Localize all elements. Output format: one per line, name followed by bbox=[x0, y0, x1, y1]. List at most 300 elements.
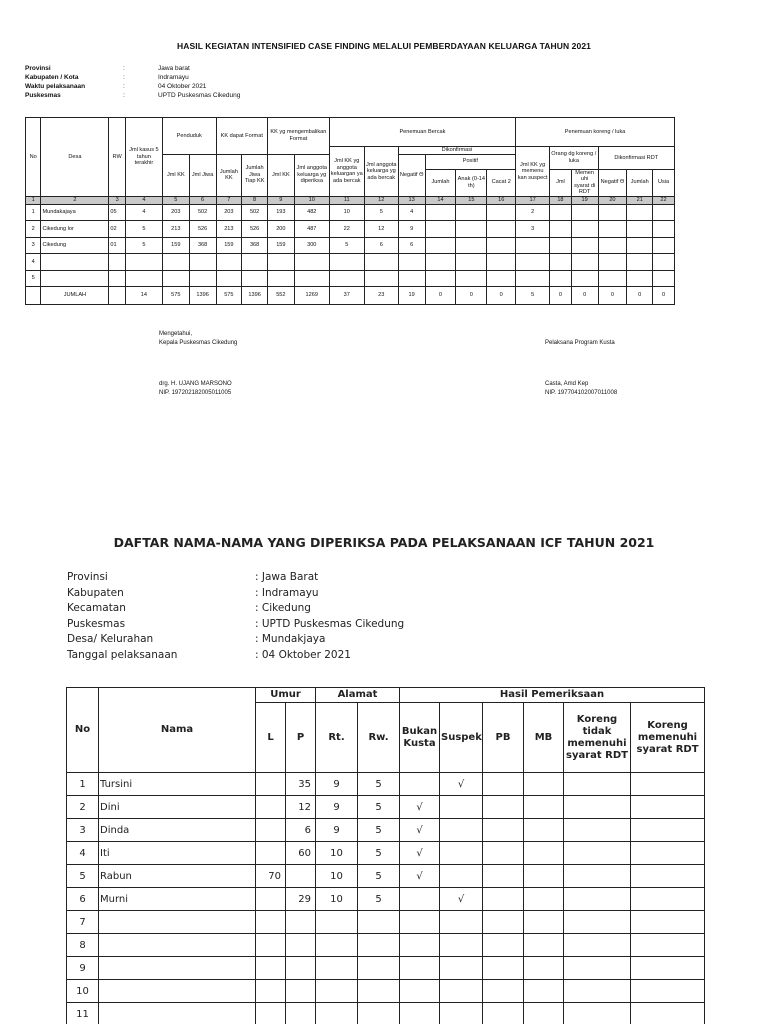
table-cell bbox=[456, 237, 487, 254]
table-cell bbox=[524, 911, 564, 934]
table-cell: √ bbox=[400, 865, 440, 888]
table-cell bbox=[425, 254, 456, 271]
table-cell: 60 bbox=[286, 842, 316, 865]
table-cell bbox=[109, 270, 125, 287]
info-value: Jawa barat bbox=[158, 65, 190, 72]
table-cell bbox=[364, 270, 398, 287]
desa-cell: Cikedung bbox=[41, 237, 109, 254]
th-rt: Rt. bbox=[316, 703, 358, 773]
table-row bbox=[67, 819, 705, 842]
table-row bbox=[67, 980, 705, 1003]
name-cell bbox=[99, 934, 256, 957]
table-cell: √ bbox=[440, 888, 483, 911]
table-cell bbox=[524, 773, 564, 796]
table-cell: 6 bbox=[286, 819, 316, 842]
table-cell bbox=[125, 270, 162, 287]
name-cell bbox=[99, 980, 256, 1003]
th-jumlah: Jumlah bbox=[425, 169, 456, 196]
table-cell: 200 bbox=[267, 221, 294, 238]
info-label: Tanggal pelaksanaan bbox=[67, 648, 178, 661]
table-cell bbox=[571, 270, 598, 287]
table-cell bbox=[267, 254, 294, 271]
table-cell bbox=[316, 1003, 358, 1024]
table-cell: 526 bbox=[242, 221, 268, 238]
th-rw: RW bbox=[109, 118, 125, 197]
table-cell bbox=[631, 819, 705, 842]
table-cell bbox=[456, 221, 487, 238]
table-cell bbox=[550, 204, 572, 221]
table-cell bbox=[516, 254, 550, 271]
table-cell bbox=[631, 957, 705, 980]
column-number: 19 bbox=[571, 196, 598, 204]
info-colon: : bbox=[123, 83, 125, 90]
table-cell bbox=[286, 911, 316, 934]
th-desa: Desa bbox=[41, 118, 109, 197]
table-cell bbox=[316, 980, 358, 1003]
sig-right-nip: NIP. 197704102007011008 bbox=[545, 390, 618, 396]
table-row bbox=[26, 270, 675, 287]
info-label: Desa/ Kelurahan bbox=[67, 633, 154, 646]
table-cell bbox=[398, 254, 425, 271]
table-cell: 159 bbox=[267, 237, 294, 254]
table-cell bbox=[564, 911, 631, 934]
table-cell bbox=[598, 254, 627, 271]
table-cell bbox=[483, 842, 524, 865]
table-cell bbox=[653, 270, 675, 287]
th-dikonfirmasi-rdt: Dikonfirmasi RDT bbox=[598, 147, 674, 170]
th-hasil-pemeriksaan: Hasil Pemeriksaan bbox=[400, 688, 705, 703]
table-cell: 8 bbox=[67, 934, 99, 957]
table-row bbox=[67, 911, 705, 934]
table-cell bbox=[425, 204, 456, 221]
table-cell bbox=[425, 237, 456, 254]
table-cell bbox=[627, 254, 653, 271]
column-number: 5 bbox=[162, 196, 189, 204]
table-cell bbox=[286, 957, 316, 980]
table-cell: √ bbox=[400, 796, 440, 819]
th-jml: Jml bbox=[550, 169, 572, 196]
report-info bbox=[25, 64, 358, 100]
info-label: Kabupaten / Kota bbox=[25, 74, 79, 81]
table-cell bbox=[483, 865, 524, 888]
total-cell: 552 bbox=[267, 287, 294, 305]
table-cell bbox=[524, 888, 564, 911]
table-cell bbox=[564, 1003, 631, 1024]
table-cell: 12 bbox=[364, 221, 398, 238]
table-cell bbox=[564, 888, 631, 911]
table-cell bbox=[524, 842, 564, 865]
th-suspek: Suspek bbox=[440, 703, 483, 773]
info-colon: : bbox=[123, 65, 125, 72]
table-cell bbox=[564, 819, 631, 842]
column-number: 15 bbox=[456, 196, 487, 204]
column-number: 16 bbox=[487, 196, 516, 204]
info-value: : Mundakjaya bbox=[255, 633, 326, 646]
table-cell bbox=[483, 796, 524, 819]
table-cell bbox=[487, 270, 516, 287]
sig-left-line1: Mengetahui, bbox=[159, 331, 193, 337]
desa-cell: Mundakajaya bbox=[41, 204, 109, 221]
table-cell bbox=[400, 888, 440, 911]
table-cell bbox=[256, 934, 286, 957]
th-koreng-tidak-memenuhi: Koreng tidak memenuhi syarat RDT bbox=[564, 703, 631, 773]
table-cell: 213 bbox=[216, 221, 242, 238]
table-cell bbox=[456, 204, 487, 221]
table-cell bbox=[189, 254, 216, 271]
table-cell: 10 bbox=[316, 865, 358, 888]
table-cell: 368 bbox=[242, 237, 268, 254]
table-cell: 5 bbox=[358, 773, 400, 796]
table-cell: 2 bbox=[26, 221, 41, 238]
table-cell bbox=[483, 980, 524, 1003]
table-row bbox=[26, 237, 675, 254]
table-cell: 5 bbox=[125, 237, 162, 254]
table-cell: 9 bbox=[316, 819, 358, 842]
table-cell bbox=[358, 934, 400, 957]
info-value: : Cikedung bbox=[255, 602, 311, 615]
table-cell: 9 bbox=[316, 773, 358, 796]
th-mb: MB bbox=[524, 703, 564, 773]
table-cell: 487 bbox=[294, 221, 329, 238]
th-usia: Usia bbox=[653, 169, 675, 196]
table-cell: 159 bbox=[216, 237, 242, 254]
table-cell bbox=[216, 270, 242, 287]
table-cell bbox=[294, 270, 329, 287]
name-cell bbox=[99, 911, 256, 934]
info-colon: : bbox=[123, 74, 125, 81]
total-cell: 0 bbox=[571, 287, 598, 305]
table-cell bbox=[524, 1003, 564, 1024]
sig-left-line2: Kepala Puskesmas Cikedung bbox=[159, 340, 238, 346]
table-cell bbox=[162, 270, 189, 287]
table-cell bbox=[631, 911, 705, 934]
table-cell bbox=[653, 254, 675, 271]
table-cell bbox=[256, 911, 286, 934]
table-cell bbox=[524, 796, 564, 819]
info-label: Provinsi bbox=[67, 571, 108, 583]
info-row bbox=[25, 91, 358, 100]
table-row bbox=[67, 888, 705, 911]
th-kk-mengembalikan: KK yg mengembalikan Format bbox=[267, 118, 329, 155]
table-row bbox=[26, 254, 675, 271]
table-cell bbox=[400, 934, 440, 957]
table-cell: 35 bbox=[286, 773, 316, 796]
th-jml-anggota: Jml anggota keluarga yg diperiksa bbox=[294, 154, 329, 196]
table-row bbox=[67, 865, 705, 888]
total-cell: 1396 bbox=[242, 287, 268, 305]
total-cell: 0 bbox=[653, 287, 675, 305]
total-cell bbox=[26, 287, 41, 305]
sig-right-line: Pelaksana Program Kusta bbox=[545, 340, 615, 346]
table-cell: 3 bbox=[67, 819, 99, 842]
name-cell: Iti bbox=[99, 842, 256, 865]
table-cell bbox=[631, 842, 705, 865]
table-cell bbox=[550, 254, 572, 271]
table-cell bbox=[286, 865, 316, 888]
table-cell bbox=[358, 911, 400, 934]
column-number: 4 bbox=[125, 196, 162, 204]
column-number: 11 bbox=[329, 196, 364, 204]
table-cell: 7 bbox=[67, 911, 99, 934]
column-number: 18 bbox=[550, 196, 572, 204]
column-number: 22 bbox=[653, 196, 675, 204]
table-cell bbox=[294, 254, 329, 271]
th-dikonfirmasi: Dikonfirmasi bbox=[398, 147, 515, 155]
list-info bbox=[67, 570, 505, 664]
table-cell bbox=[483, 1003, 524, 1024]
table-cell bbox=[524, 980, 564, 1003]
info-row bbox=[25, 64, 358, 73]
total-cell: 0 bbox=[425, 287, 456, 305]
table-cell: √ bbox=[400, 842, 440, 865]
info-value: : UPTD Puskesmas Cikedung bbox=[255, 617, 405, 630]
info-row bbox=[67, 601, 505, 617]
table-cell: 12 bbox=[286, 796, 316, 819]
table-cell bbox=[627, 221, 653, 238]
table-cell: 9 bbox=[398, 221, 425, 238]
info-value: 04 Oktober 2021 bbox=[158, 83, 207, 90]
th-cacat-2: Cacat 2 bbox=[487, 169, 516, 196]
table-cell bbox=[358, 980, 400, 1003]
table-cell: 3 bbox=[26, 237, 41, 254]
table-cell bbox=[242, 254, 268, 271]
table-cell bbox=[400, 911, 440, 934]
th-nama: Nama bbox=[99, 688, 256, 773]
table-cell: 9 bbox=[67, 957, 99, 980]
th-umur: Umur bbox=[256, 688, 316, 703]
column-number: 14 bbox=[425, 196, 456, 204]
icf-results-table bbox=[25, 117, 675, 305]
column-number: 13 bbox=[398, 196, 425, 204]
table-cell: 70 bbox=[256, 865, 286, 888]
desa-cell bbox=[41, 254, 109, 271]
th-jml-jiwa: Jml Jiwa bbox=[189, 154, 216, 196]
table-cell bbox=[109, 254, 125, 271]
total-cell: 1269 bbox=[294, 287, 329, 305]
table-cell: 482 bbox=[294, 204, 329, 221]
table-cell bbox=[564, 796, 631, 819]
column-number: 6 bbox=[189, 196, 216, 204]
table-cell bbox=[440, 957, 483, 980]
signature-right-name bbox=[545, 380, 617, 398]
table-cell: 2 bbox=[67, 796, 99, 819]
table-cell bbox=[400, 980, 440, 1003]
table-cell: 5 bbox=[67, 865, 99, 888]
table-cell bbox=[316, 911, 358, 934]
table-cell: √ bbox=[400, 819, 440, 842]
th-alamat: Alamat bbox=[316, 688, 400, 703]
table-cell: 6 bbox=[67, 888, 99, 911]
table-cell bbox=[653, 237, 675, 254]
table-cell bbox=[598, 237, 627, 254]
table-row bbox=[67, 796, 705, 819]
table-cell bbox=[286, 934, 316, 957]
info-label: Provinsi bbox=[25, 65, 51, 72]
th-pb: PB bbox=[483, 703, 524, 773]
total-cell: 19 bbox=[398, 287, 425, 305]
th-penduduk: Penduduk bbox=[162, 118, 216, 155]
table-cell bbox=[398, 270, 425, 287]
table-cell bbox=[571, 237, 598, 254]
table-cell bbox=[571, 254, 598, 271]
info-value: : 04 Oktober 2021 bbox=[255, 648, 351, 661]
table-row bbox=[67, 1003, 705, 1024]
th-jumlah-jiwa-kk: Jumlah Jiwa Tiap KK bbox=[242, 154, 268, 196]
info-row bbox=[25, 73, 358, 82]
table-cell bbox=[125, 254, 162, 271]
table-cell bbox=[256, 1003, 286, 1024]
table-cell bbox=[631, 934, 705, 957]
table-cell bbox=[627, 237, 653, 254]
table-cell: 4 bbox=[67, 842, 99, 865]
table-cell bbox=[631, 1003, 705, 1024]
table-cell bbox=[627, 204, 653, 221]
sig-right-name: Casta, Amd Kep bbox=[545, 381, 589, 387]
table-cell bbox=[483, 934, 524, 957]
table-row bbox=[67, 934, 705, 957]
table-cell bbox=[631, 773, 705, 796]
table-cell: 05 bbox=[109, 204, 125, 221]
table-cell bbox=[440, 980, 483, 1003]
column-number: 8 bbox=[242, 196, 268, 204]
table-cell bbox=[316, 957, 358, 980]
table-cell: 6 bbox=[398, 237, 425, 254]
table-cell: 5 bbox=[364, 204, 398, 221]
table-cell bbox=[216, 254, 242, 271]
th-negatif-2: Negatif Θ bbox=[598, 169, 627, 196]
table-cell bbox=[550, 221, 572, 238]
th-jml-kk-bercak: Jml KK yg anggota keluargan ya ada bercak bbox=[329, 147, 364, 197]
total-cell: 23 bbox=[364, 287, 398, 305]
table-cell bbox=[483, 773, 524, 796]
column-number: 17 bbox=[516, 196, 550, 204]
table-cell: 213 bbox=[162, 221, 189, 238]
table-cell bbox=[329, 270, 364, 287]
table-cell: 5 bbox=[329, 237, 364, 254]
name-cell: Dini bbox=[99, 796, 256, 819]
name-cell bbox=[99, 957, 256, 980]
table-cell: 2 bbox=[516, 204, 550, 221]
table-cell: 5 bbox=[358, 865, 400, 888]
info-label: Puskesmas bbox=[67, 617, 126, 630]
info-row bbox=[67, 632, 505, 648]
total-cell: 575 bbox=[216, 287, 242, 305]
sig-left-nip: NIP. 197202182005011005 bbox=[159, 390, 232, 396]
table-cell bbox=[524, 934, 564, 957]
th-orang-koreng: Orang dg koreng / luka bbox=[550, 147, 598, 170]
table-cell: 1 bbox=[67, 773, 99, 796]
info-row bbox=[67, 617, 505, 633]
table-cell bbox=[524, 957, 564, 980]
table-cell: √ bbox=[440, 773, 483, 796]
total-cell: 37 bbox=[329, 287, 364, 305]
table-cell: 502 bbox=[189, 204, 216, 221]
table-cell bbox=[598, 270, 627, 287]
table-cell: 10 bbox=[316, 888, 358, 911]
table-cell: 01 bbox=[109, 237, 125, 254]
th-no: No bbox=[26, 118, 41, 197]
info-row bbox=[25, 82, 358, 91]
table-cell bbox=[400, 1003, 440, 1024]
th-jml-kasus: Jml kasus 5 tahun terakhir bbox=[125, 118, 162, 197]
list-title: DAFTAR NAMA-NAMA YANG DIPERIKSA PADA PELAKSANAAN ICF TAHUN 2021 bbox=[113, 535, 655, 550]
table-cell: 203 bbox=[216, 204, 242, 221]
total-cell: 0 bbox=[550, 287, 572, 305]
table-cell: 4 bbox=[398, 204, 425, 221]
table-cell: 5 bbox=[125, 221, 162, 238]
table-cell bbox=[571, 221, 598, 238]
th-rw: Rw. bbox=[358, 703, 400, 773]
table-cell bbox=[456, 254, 487, 271]
column-number: 9 bbox=[267, 196, 294, 204]
th-penemuan-koreng: Penemuan koreng / luka bbox=[516, 118, 675, 147]
table-cell: 159 bbox=[162, 237, 189, 254]
table-cell bbox=[440, 819, 483, 842]
table-cell bbox=[564, 957, 631, 980]
th-positif: Positif bbox=[425, 154, 516, 169]
table-cell bbox=[329, 254, 364, 271]
table-cell bbox=[550, 270, 572, 287]
report-title: HASIL KEGIATAN INTENSIFIED CASE FINDING MELALUI PEMBERDAYAAN KELUARGA TAHUN 2021 bbox=[177, 41, 591, 51]
total-cell: 0 bbox=[456, 287, 487, 305]
table-cell bbox=[550, 237, 572, 254]
table-cell bbox=[440, 1003, 483, 1024]
table-cell: 3 bbox=[516, 221, 550, 238]
info-colon: : bbox=[123, 92, 125, 99]
th-anak: Anak (0-14 th) bbox=[456, 169, 487, 196]
column-number-row bbox=[26, 196, 675, 204]
table-cell bbox=[440, 934, 483, 957]
table-cell bbox=[516, 270, 550, 287]
th-jml-kk-suspect: Jml KK yg memenu kan suspect bbox=[516, 147, 550, 197]
th-jumlah-2: Jumlah bbox=[627, 169, 653, 196]
signature-left-name bbox=[159, 380, 232, 398]
table-cell bbox=[400, 957, 440, 980]
sig-left-name: drg. H. UJANG MARSONO bbox=[159, 381, 232, 387]
table-cell bbox=[425, 221, 456, 238]
table-row bbox=[26, 204, 675, 221]
table-cell bbox=[358, 1003, 400, 1024]
column-number: 7 bbox=[216, 196, 242, 204]
table-cell: 203 bbox=[162, 204, 189, 221]
table-cell: 4 bbox=[125, 204, 162, 221]
table-cell: 526 bbox=[189, 221, 216, 238]
table-cell bbox=[440, 796, 483, 819]
th-memenuhi-rdt: Memen uhi syarat di RDT bbox=[571, 169, 598, 196]
total-label: JUMLAH bbox=[41, 287, 109, 305]
table-cell: 6 bbox=[364, 237, 398, 254]
table-cell: 10 bbox=[67, 980, 99, 1003]
name-cell bbox=[99, 1003, 256, 1024]
table-cell bbox=[358, 957, 400, 980]
column-number: 3 bbox=[109, 196, 125, 204]
info-value: Indramayu bbox=[158, 74, 189, 81]
table-cell bbox=[483, 888, 524, 911]
table-cell bbox=[267, 270, 294, 287]
table-cell: 9 bbox=[316, 796, 358, 819]
table-cell bbox=[571, 204, 598, 221]
table-cell bbox=[256, 796, 286, 819]
total-cell bbox=[109, 287, 125, 305]
column-number: 20 bbox=[598, 196, 627, 204]
th-bukan-kusta: Bukan Kusta bbox=[400, 703, 440, 773]
table-cell: 5 bbox=[26, 270, 41, 287]
th-koreng-memenuhi: Koreng memenuhi syarat RDT bbox=[631, 703, 705, 773]
table-cell bbox=[242, 270, 268, 287]
table-cell bbox=[316, 934, 358, 957]
table-cell bbox=[440, 842, 483, 865]
table-cell bbox=[564, 842, 631, 865]
